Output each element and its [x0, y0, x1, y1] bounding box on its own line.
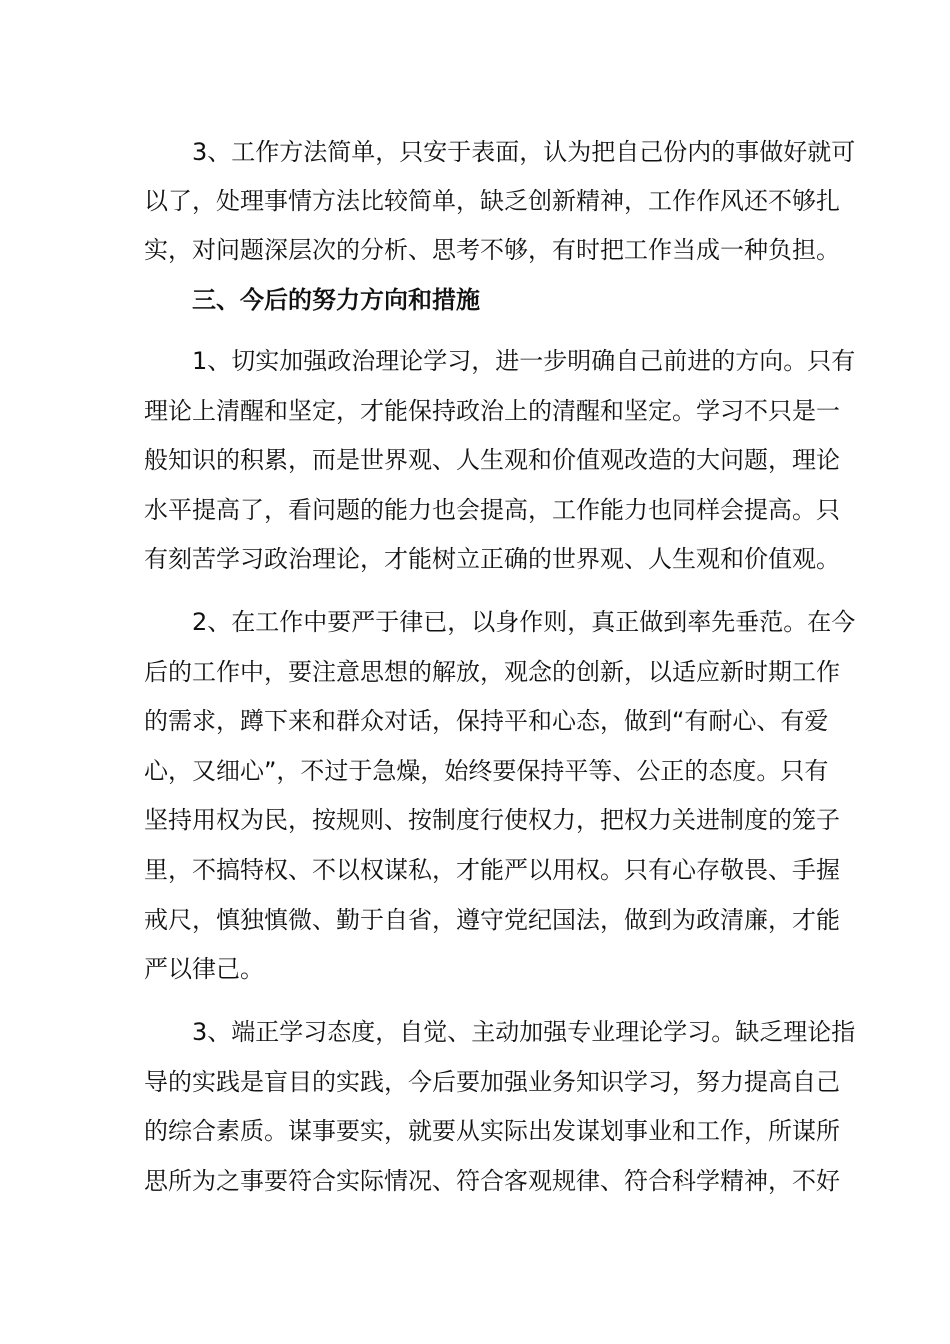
paragraph-line: 有刻苦学习政治理论，才能树立正确的世界观、人生观和价值观。: [144, 545, 840, 573]
paragraph-line: 的需求，蹲下来和群众对话，保持平和心态，做到“有耐心、有爱: [144, 707, 829, 735]
paragraph-line: 水平提高了，看问题的能力也会提高，工作能力也同样会提高。只: [144, 496, 840, 524]
paragraph-line: 3、端正学习态度，自觉、主动加强专业理论学习。缺乏理论指: [192, 1018, 856, 1046]
paragraph-line: 后的工作中，要注意思想的解放，观念的创新，以适应新时期工作: [144, 658, 840, 686]
paragraph-line: 般知识的积累，而是世界观、人生观和价值观改造的大问题，理论: [144, 446, 840, 474]
paragraph-line: 理论上清醒和坚定，才能保持政治上的清醒和坚定。学习不只是一: [144, 397, 840, 425]
paragraph-line: 导的实践是盲目的实践，今后要加强业务知识学习，努力提高自己: [144, 1068, 840, 1096]
paragraph-line: 戒尺，慎独慎微、勤于自省，遵守党纪国法，做到为政清廉，才能: [144, 906, 840, 934]
paragraph-line: 2、在工作中要严于律已，以身作则，真正做到率先垂范。在今: [192, 608, 856, 636]
paragraph-line: 以了，处理事情方法比较简单，缺乏创新精神，工作作风还不够扎: [144, 187, 840, 215]
paragraph-line: 的综合素质。谋事要实，就要从实际出发谋划事业和工作，所谋所: [144, 1117, 840, 1145]
paragraph-line: 1、切实加强政治理论学习，进一步明确自己前进的方向。只有: [192, 347, 856, 375]
paragraph-line: 坚持用权为民，按规则、按制度行使权力，把权力关进制度的笼子: [144, 806, 840, 834]
paragraph-line: 心，又细心”，不过于急燥，始终要保持平等、公正的态度。只有: [144, 757, 829, 785]
paragraph-line: 实，对问题深层次的分析、思考不够，有时把工作当成一种负担。: [144, 236, 840, 264]
paragraph-line: 严以律己。: [144, 955, 264, 983]
paragraph-line: 思所为之事要符合实际情况、符合客观规律、符合科学精神，不好: [144, 1167, 840, 1195]
paragraph-line: 里，不搞特权、不以权谋私，才能严以用权。只有心存敬畏、手握: [144, 856, 840, 884]
section-heading: 三、今后的努力方向和措施: [192, 286, 480, 314]
paragraph-line: 3、工作方法简单，只安于表面，认为把自己份内的事做好就可: [192, 138, 856, 166]
